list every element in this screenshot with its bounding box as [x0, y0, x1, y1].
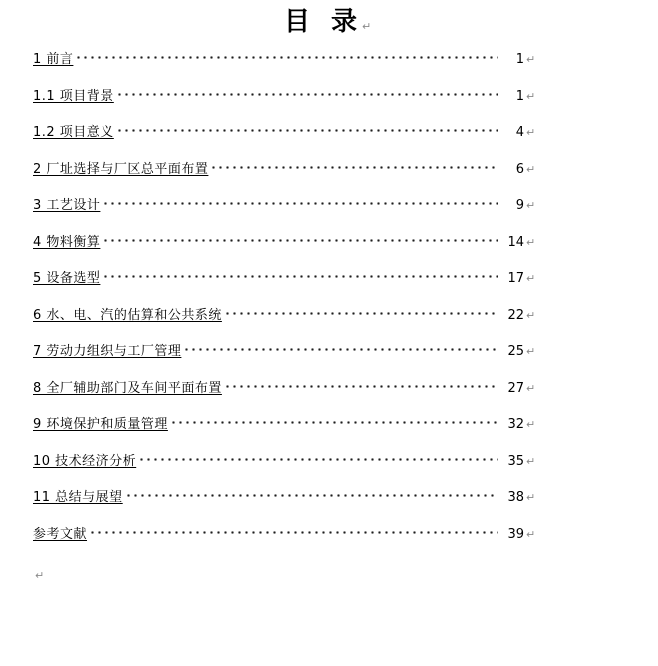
paragraph-mark-icon: ↵	[526, 272, 536, 285]
toc-entry[interactable]	[33, 528, 538, 542]
toc-entry-page-number: 17	[507, 271, 524, 286]
paragraph-mark-icon: ↵	[526, 126, 536, 139]
paragraph-mark-icon: ↵	[35, 569, 45, 582]
toc-entry-link[interactable]: 2 厂址选择与厂区总平面布置	[33, 161, 209, 177]
toc-entry-link[interactable]: 5 设备选型	[33, 271, 101, 286]
toc-entry[interactable]	[33, 90, 538, 104]
paragraph-mark-icon: ↵	[526, 162, 536, 176]
toc-entry[interactable]	[33, 199, 538, 213]
toc-entry-page-number: 22	[507, 307, 524, 323]
paragraph-mark-icon: ↵	[526, 308, 536, 322]
toc-entry[interactable]	[33, 126, 538, 140]
toc-entry-link[interactable]: 10 技术经济分析	[33, 453, 137, 469]
toc-list	[33, 53, 538, 542]
dot-leader-icon	[224, 381, 498, 396]
toc-entry-page-number: 27	[507, 380, 524, 396]
toc-entry[interactable]	[33, 491, 538, 505]
paragraph-mark-icon: ↵	[526, 89, 536, 103]
toc-entry-link[interactable]: 3 工艺设计	[33, 198, 101, 213]
toc-entry[interactable]	[33, 53, 538, 67]
paragraph-mark-icon: ↵	[362, 20, 372, 33]
toc-entry-page-number: 6	[515, 161, 524, 177]
toc-entry-link[interactable]: 7 劳动力组织与工厂管理	[33, 344, 182, 359]
paragraph-mark-icon: ↵	[526, 491, 536, 504]
paragraph-mark-icon: ↵	[526, 345, 536, 358]
toc-entry-link[interactable]: 4 物料衡算	[33, 234, 101, 250]
paragraph-mark-icon: ↵	[526, 454, 536, 468]
dot-leader-icon	[138, 454, 498, 469]
toc-entry[interactable]	[33, 272, 538, 286]
dot-leader-icon	[102, 271, 498, 286]
empty-paragraph	[33, 564, 658, 582]
toc-entry-link[interactable]: 11 总结与展望	[33, 490, 123, 505]
toc-entry-link[interactable]: 参考文献	[33, 526, 88, 542]
paragraph-mark-icon: ↵	[526, 53, 536, 66]
dot-leader-icon	[210, 162, 498, 177]
toc-entry-page-number: 25	[507, 344, 524, 359]
toc-entry[interactable]	[33, 418, 538, 432]
dot-leader-icon	[89, 527, 498, 542]
paragraph-mark-icon: ↵	[526, 235, 536, 249]
dot-leader-icon	[183, 344, 498, 359]
dot-leader-icon	[102, 198, 498, 213]
dot-leader-icon	[75, 52, 498, 67]
toc-entry-page-number: 1	[515, 52, 524, 67]
paragraph-mark-icon: ↵	[526, 199, 536, 212]
toc-entry-page-number: 35	[507, 453, 524, 469]
page-title: 目 录	[283, 7, 359, 37]
toc-entry[interactable]	[33, 455, 538, 469]
toc-entry[interactable]	[33, 309, 538, 323]
toc-entry-page-number: 39	[507, 526, 524, 542]
paragraph-mark-icon: ↵	[526, 418, 536, 431]
toc-entry-page-number: 4	[515, 125, 524, 140]
toc-entry[interactable]	[33, 163, 538, 177]
paragraph-mark-icon: ↵	[526, 381, 536, 395]
dot-leader-icon	[125, 490, 498, 505]
toc-title-row	[0, 4, 658, 38]
toc-entry-link[interactable]: 6 水、电、汽的估算和公共系统	[33, 307, 222, 323]
dot-leader-icon	[170, 417, 498, 432]
toc-entry-link[interactable]: 9 环境保护和质量管理	[33, 417, 168, 432]
toc-entry-page-number: 32	[507, 417, 524, 432]
toc-entry[interactable]	[33, 345, 538, 359]
toc-entry-link[interactable]: 8 全厂辅助部门及车间平面布置	[33, 380, 222, 396]
toc-entry-page-number: 14	[507, 234, 524, 250]
toc-entry-page-number: 38	[507, 490, 524, 505]
toc-entry-link[interactable]: 1.1 项目背景	[33, 88, 114, 104]
toc-entry-link[interactable]: 1 前言	[33, 52, 74, 67]
toc-entry-page-number: 9	[515, 198, 524, 213]
toc-entry-page-number: 1	[515, 88, 524, 104]
dot-leader-icon	[224, 308, 498, 323]
dot-leader-icon	[116, 89, 498, 104]
toc-entry[interactable]	[33, 382, 538, 396]
dot-leader-icon	[102, 235, 498, 250]
toc-entry-link[interactable]: 1.2 项目意义	[33, 125, 114, 140]
dot-leader-icon	[116, 125, 498, 140]
paragraph-mark-icon: ↵	[526, 527, 536, 541]
toc-entry[interactable]	[33, 236, 538, 250]
